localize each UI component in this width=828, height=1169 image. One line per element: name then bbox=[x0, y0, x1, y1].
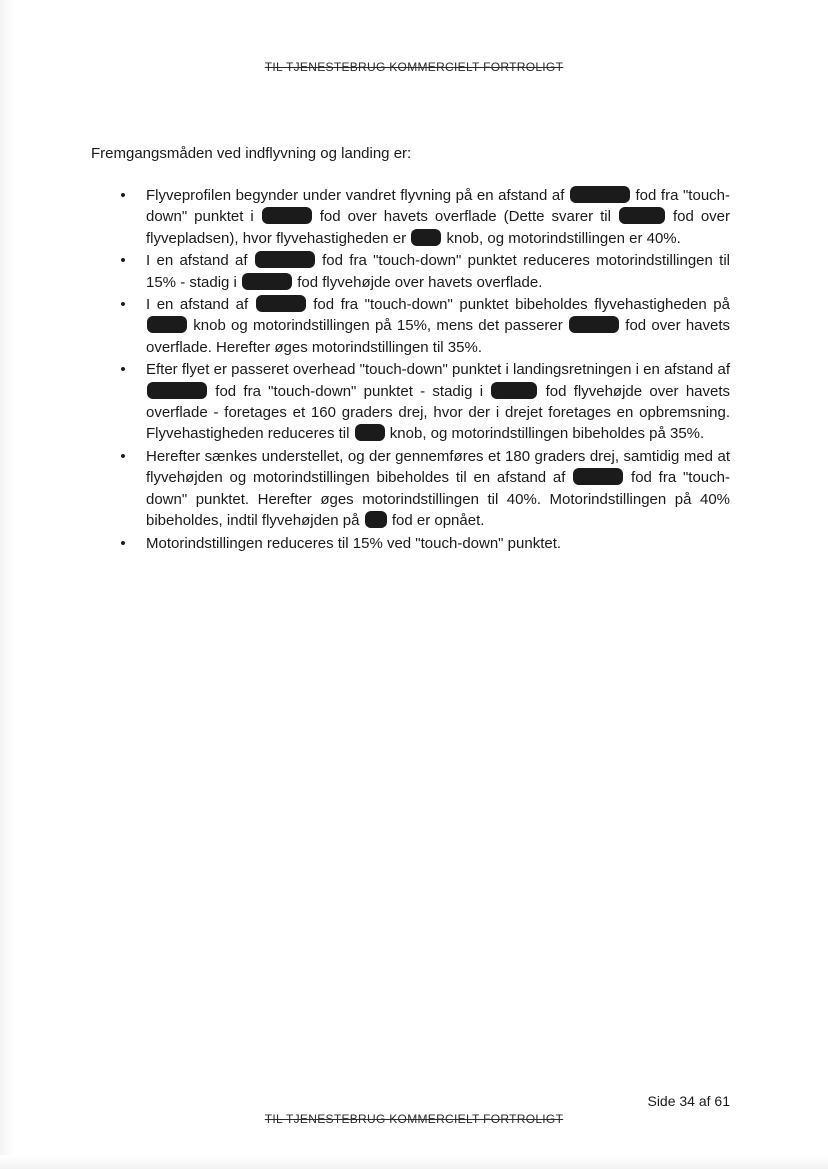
redaction-box bbox=[365, 511, 387, 528]
header-classification: TIL TJENESTEBRUG KOMMERCIELT FORTROLIGT bbox=[264, 60, 564, 74]
list-item: • I en afstand af fod fra "touch-down" punktet reduceres motorindstillingen til 15% - stadig i fod flyvehøjde over havets overflade. bbox=[118, 250, 730, 293]
redaction-box bbox=[491, 382, 537, 399]
redaction-box bbox=[256, 295, 306, 312]
redaction-box bbox=[569, 316, 619, 333]
redaction-box bbox=[411, 229, 441, 246]
redaction-box bbox=[570, 186, 630, 203]
page-number: Side 34 af 61 bbox=[647, 1093, 730, 1109]
list-item: • Herefter sænkes understellet, og der gennemføres et 180 graders drej, samtidig med at flyvehøjden og motorindstillingen bibeholdes til en afstand af fod fra "touch-down" punktet. Herefter øges motorindstillingen til 40%. Motorindstillingen på 40% bibeholdes, indtil flyvehøjden på fod er opnået. bbox=[118, 446, 730, 532]
redaction-box bbox=[619, 207, 665, 224]
bullet-icon: • bbox=[120, 447, 126, 465]
redaction-box bbox=[147, 382, 207, 399]
bullet-icon: • bbox=[120, 361, 126, 379]
list-item: • Flyveprofilen begynder under vandret flyvning på en afstand af fod fra "touch-down" punktet i fod over havets overflade (Dette svarer til fod over flyvepladsen), hvor flyvehastigheden er knob, og motorindstillingen er 40%. bbox=[118, 185, 730, 249]
redaction-box bbox=[355, 424, 385, 441]
redaction-box bbox=[262, 207, 312, 224]
redaction-box bbox=[255, 251, 315, 268]
list-item: • Motorindstillingen reduceres til 15% ved "touch-down" punktet. bbox=[118, 533, 730, 554]
redaction-box bbox=[573, 468, 623, 485]
bullet-icon: • bbox=[120, 252, 126, 270]
scan-page-bottom-edge bbox=[0, 1155, 828, 1169]
bullet-icon: • bbox=[120, 534, 126, 552]
procedure-list bbox=[118, 185, 730, 555]
scan-page-edge bbox=[0, 0, 14, 1169]
bullet-icon: • bbox=[120, 187, 126, 204]
redaction-box bbox=[147, 316, 187, 333]
list-item: • I en afstand af fod fra "touch-down" punktet bibeholdes flyvehastigheden på knob og motorindstillingen på 15%, mens det passerer fod over havets overflade. Herefter øges motorindstillingen til 35%. bbox=[118, 294, 730, 358]
bullet-icon: • bbox=[120, 296, 126, 314]
redaction-box bbox=[242, 273, 292, 290]
intro-text: Fremgangsmåden ved indflyvning og landing er: bbox=[91, 145, 412, 162]
footer-classification: TIL TJENESTEBRUG KOMMERCIELT FORTROLIGT bbox=[264, 1112, 564, 1126]
list-item: • Efter flyet er passeret overhead "touch-down" punktet i landingsretningen i en afstand af fod fra "touch-down" punktet - stadig i fod flyvehøjde over havets overflade - foretages et 160 graders drej, hvor der i drejet foretages en opbremsning. Flyvehastigheden reduceres til knob, og motorindstillingen bibeholdes på 35%. bbox=[118, 359, 730, 445]
